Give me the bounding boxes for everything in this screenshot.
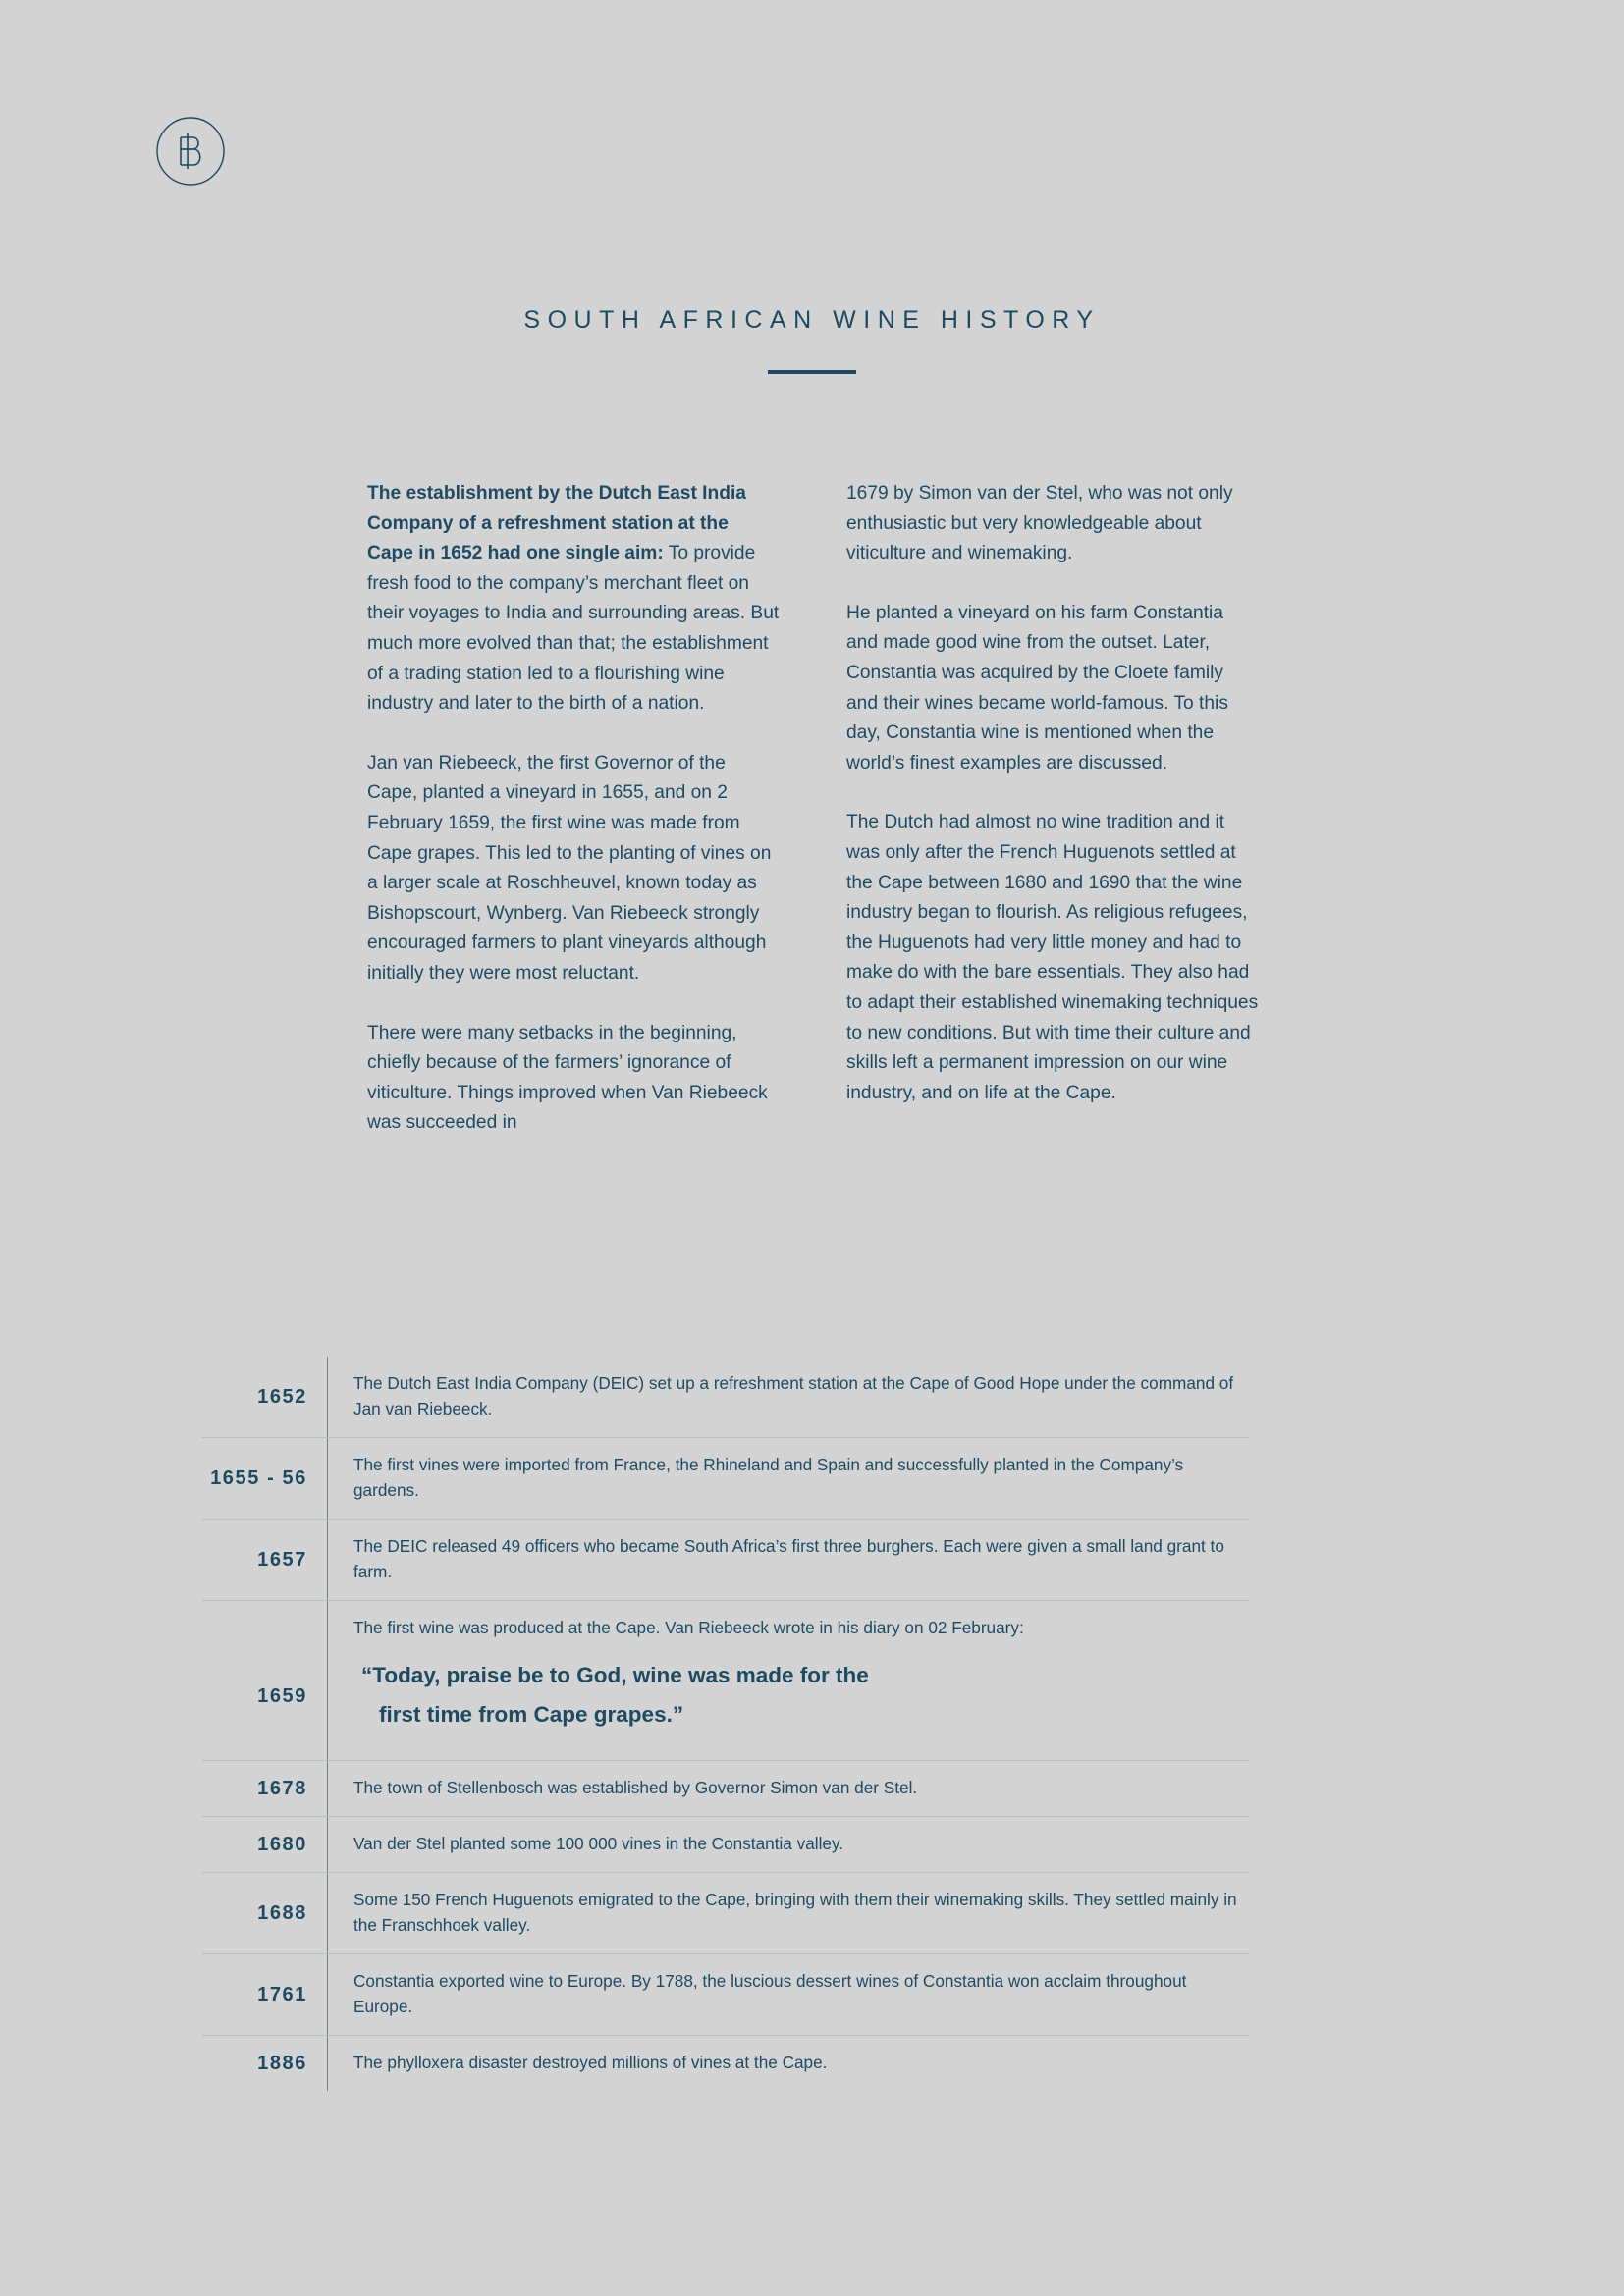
timeline-description-cell bbox=[328, 1761, 1249, 1816]
timeline-description: The phylloxera disaster destroyed millions of vines at the Cape. bbox=[353, 2053, 828, 2072]
page-title-block bbox=[0, 306, 1624, 374]
timeline-year-cell bbox=[202, 1601, 328, 1760]
timeline-row bbox=[202, 1761, 1249, 1817]
intro-paragraph bbox=[367, 479, 780, 720]
timeline-description: The first wine was produced at the Cape. Van Riebeeck wrote in his diary on 02 February: bbox=[353, 1618, 1024, 1637]
timeline-description: The town of Stellenbosch was established by Governor Simon van der Stel. bbox=[353, 1778, 918, 1797]
timeline-year-cell bbox=[202, 1357, 328, 1437]
timeline-year: 1688 bbox=[257, 1901, 307, 1924]
intro-lead-bold: The establishment by the Dutch East India Company of a refreshment station at the Cape in 1652 had one single aim: bbox=[367, 483, 746, 564]
timeline-year: 1886 bbox=[257, 2052, 307, 2074]
timeline-year: 1655 - 56 bbox=[210, 1467, 307, 1489]
history-timeline bbox=[202, 1357, 1249, 2091]
timeline-year: 1652 bbox=[257, 1385, 307, 1408]
timeline-description-cell bbox=[328, 1954, 1249, 2035]
timeline-row bbox=[202, 1873, 1249, 1954]
timeline-row bbox=[202, 1954, 1249, 2036]
bd-monogram-logo bbox=[155, 116, 226, 187]
timeline-description: Some 150 French Huguenots emigrated to the Cape, bringing with them their winemaking skills. They settled mainly in the Franschhoek valley. bbox=[353, 1890, 1237, 1935]
intro-paragraph: He planted a vineyard on his farm Constantia and made good wine from the outset. Later, Constantia was acquired by the Cloete family and their wines became world-famous. To this day, Constantia wine is mentioned when the world’s finest examples are discussed. bbox=[846, 602, 1228, 774]
timeline-description-cell bbox=[328, 1520, 1249, 1600]
timeline-row bbox=[202, 1357, 1249, 1438]
intro-lead-rest: To provide fresh food to the company’s merchant fleet on their voyages to India and surrounding areas. But much more evolved than that; the establishment of a trading station led to a flourishing wine industry and later to the birth of a nation. bbox=[367, 543, 780, 715]
timeline-year-cell bbox=[202, 1438, 328, 1519]
intro-column-right bbox=[846, 479, 1259, 1139]
timeline-row bbox=[202, 2036, 1249, 2091]
timeline-description: The Dutch East India Company (DEIC) set up a refreshment station at the Cape of Good Hope under the command of Jan van Riebeeck. bbox=[353, 1373, 1234, 1418]
timeline-description-cell bbox=[328, 1817, 1249, 1872]
timeline-description-cell bbox=[328, 1438, 1249, 1519]
timeline-row bbox=[202, 1817, 1249, 1873]
timeline-year-cell bbox=[202, 2036, 328, 2091]
timeline-description-cell bbox=[328, 1357, 1249, 1437]
timeline-description-cell bbox=[328, 1601, 1249, 1760]
timeline-year: 1678 bbox=[257, 1777, 307, 1799]
timeline-year-cell bbox=[202, 1761, 328, 1816]
intro-paragraph: Jan van Riebeeck, the first Governor of the Cape, planted a vineyard in 1655, and on 2 February 1659, the first wine was made from Cape grapes. This led to the planting of vines on a larger scale at Roschheuvel, known today as Bishopscourt, Wynberg. Van Riebeeck strongly encouraged farmers to plant vineyards although initially they were most reluctant. bbox=[367, 752, 772, 984]
intro-paragraph: The Dutch had almost no wine tradition and it was only after the French Huguenots settled at the Cape between 1680 and 1690 that the wine industry began to flourish. As religious refugees, the Huguenots had very little money and had to make do with the bare essentials. They also had to adapt their established winemaking techniques to new conditions. But with time their culture and skills left a permanent impression on our wine industry, and on life at the Cape. bbox=[846, 812, 1259, 1103]
intro-paragraph: 1679 by Simon van der Stel, who was not only enthusiastic but very knowledgeable about viticulture and winemaking. bbox=[846, 483, 1233, 564]
timeline-year-cell bbox=[202, 1520, 328, 1600]
intro-paragraph: There were many setbacks in the beginning, chiefly because of the farmers’ ignorance of viticulture. Things improved when Van Riebeeck was succeeded in bbox=[367, 1022, 768, 1134]
timeline-description-cell bbox=[328, 1873, 1249, 1953]
timeline-row bbox=[202, 1438, 1249, 1520]
timeline-quote-line-1: “Today, praise be to God, wine was made for the bbox=[361, 1663, 869, 1687]
timeline-row bbox=[202, 1601, 1249, 1761]
page-title: SOUTH AFRICAN WINE HISTORY bbox=[523, 306, 1101, 334]
title-divider bbox=[768, 370, 856, 374]
timeline-year-cell bbox=[202, 1873, 328, 1953]
timeline-year: 1659 bbox=[257, 1684, 307, 1707]
timeline-quote-line-2: first time from Cape grapes.” bbox=[379, 1702, 684, 1727]
timeline-description: The first vines were imported from France, the Rhineland and Spain and successfully planted in the Company’s gardens. bbox=[353, 1455, 1184, 1500]
intro-columns bbox=[367, 479, 1259, 1139]
timeline-year: 1761 bbox=[257, 1983, 307, 2005]
timeline-description-cell bbox=[328, 2036, 1249, 2091]
timeline-quote bbox=[361, 1656, 1249, 1735]
timeline-description: The DEIC released 49 officers who became South Africa’s first three burghers. Each were given a small land grant to farm. bbox=[353, 1536, 1224, 1581]
intro-column-left bbox=[367, 479, 780, 1139]
timeline-year-cell bbox=[202, 1954, 328, 2035]
timeline-year: 1680 bbox=[257, 1833, 307, 1855]
timeline-row bbox=[202, 1520, 1249, 1601]
timeline-description: Constantia exported wine to Europe. By 1788, the luscious dessert wines of Constantia won acclaim throughout Europe. bbox=[353, 1971, 1187, 2016]
timeline-description: Van der Stel planted some 100 000 vines in the Constantia valley. bbox=[353, 1834, 844, 1853]
timeline-year-cell bbox=[202, 1817, 328, 1872]
timeline-year: 1657 bbox=[257, 1548, 307, 1571]
